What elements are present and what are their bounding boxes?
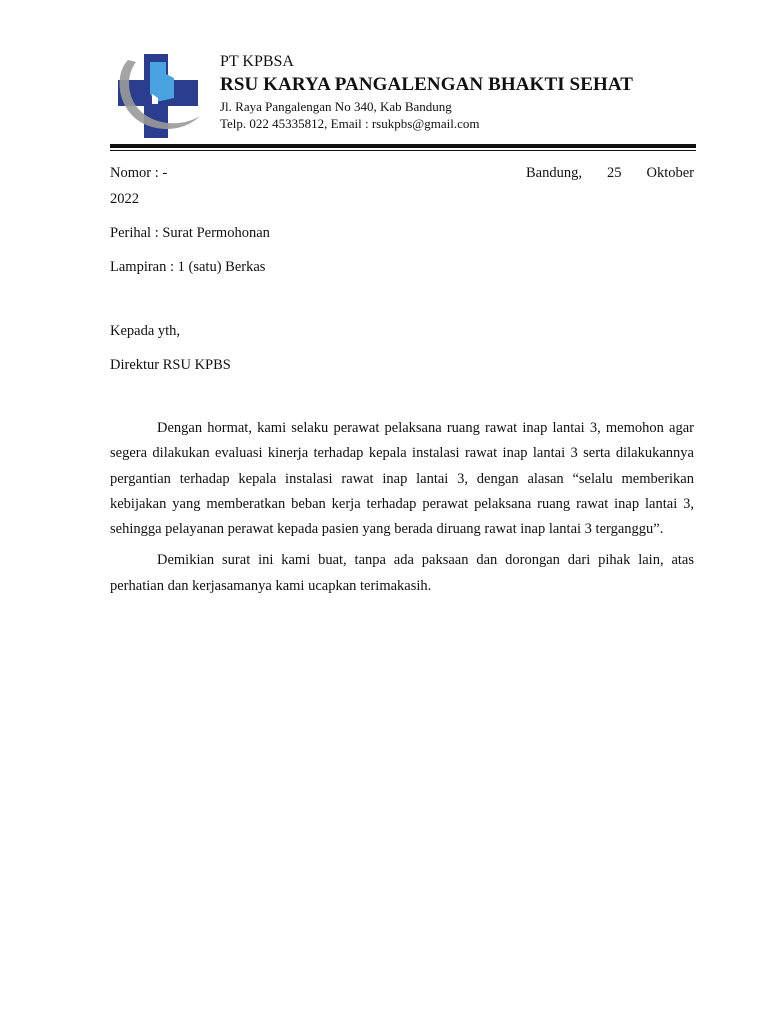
hospital-address: Jl. Raya Pangalengan No 340, Kab Bandung: [220, 99, 452, 114]
hospital-name: RSU KARYA PANGALENGAN BHAKTI SEHAT: [220, 74, 634, 95]
letter-date: [526, 160, 694, 186]
recipient: Direktur RSU KPBS: [110, 357, 231, 373]
date-city: Bandung,: [526, 165, 582, 181]
letterhead: [110, 50, 696, 150]
closing-paragraph: Demikian surat ini kami buat, tanpa ada paksaan dan dorongan dari pihak lain, atas perhatian dan kerjasamanya kami ucapkan terimakasih.: [110, 552, 694, 594]
organization-block: [220, 52, 696, 132]
letterhead-divider-thick: [110, 144, 696, 148]
letter-subject: Perihal : Surat Permohonan: [110, 225, 270, 241]
date-year: 2022: [110, 191, 139, 207]
date-day: 25: [606, 165, 622, 181]
number-date-row: [110, 160, 694, 186]
letter-body: [110, 160, 694, 599]
letterhead-divider-thin: [110, 150, 696, 151]
body-paragraph: Dengan hormat, kami selaku perawat pelaksana ruang rawat inap lantai 3, memohon agar segera dilakukan evaluasi kinerja terhadap kepala instalasi rawat inap lantai 3 serta dilakukannya pergantian terhadap kepala instalasi rawat inap lantai 3, dengan alasan “selalu memberikan kebijakan yang memberatkan beban kerja terhadap perawat pelaksana ruang rawat inap lantai 3, sehingga pelayanan perawat kepada pasien yang berada diruang rawat inap lantai 3 terganggu”.: [110, 420, 694, 538]
hospital-cross-logo-icon: [114, 54, 202, 138]
salutation-to: Kepada yth,: [110, 323, 181, 339]
letter-number: Nomor : -: [110, 165, 168, 181]
company-name: PT KPBSA: [220, 53, 294, 70]
hospital-contact: Telp. 022 45335812, Email : rsukpbs@gmail.com: [220, 116, 480, 131]
date-month: Oktober: [646, 165, 694, 181]
letter-attachment: Lampiran : 1 (satu) Berkas: [110, 259, 266, 275]
